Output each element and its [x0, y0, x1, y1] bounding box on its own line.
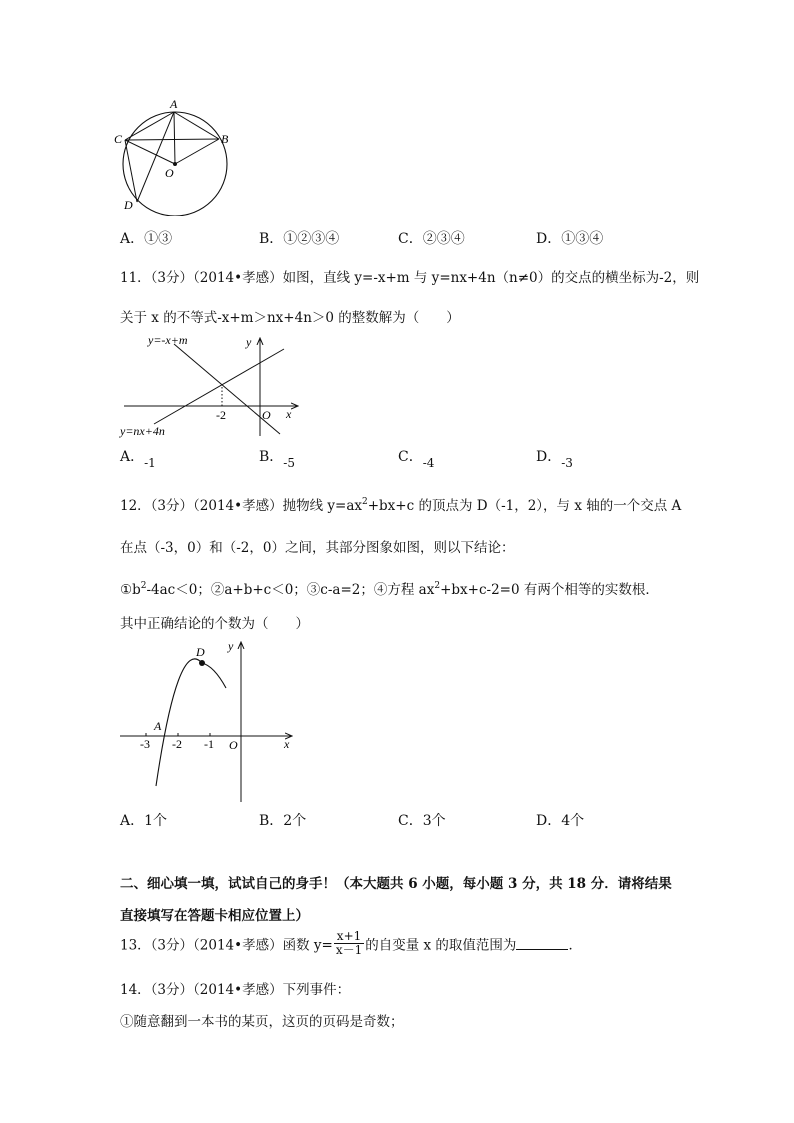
- segment: [174, 112, 175, 164]
- q10-option-a[interactable]: [120, 228, 172, 248]
- y-axis-label: y: [228, 639, 234, 653]
- option-text: ②③④: [422, 231, 465, 247]
- option-letter: C．: [398, 449, 423, 465]
- option-text: -3: [561, 456, 573, 470]
- segment: [125, 112, 174, 140]
- option-text: 1个: [144, 813, 168, 829]
- text-segment: 12．（3分）（2014•孝感）抛物线 y=ax: [120, 498, 362, 514]
- q12-option-d[interactable]: [536, 810, 584, 830]
- tick-label: -2: [172, 737, 182, 751]
- q12-question: 其中正确结论的个数为（ ）: [120, 616, 309, 632]
- q11-option-d[interactable]: [536, 446, 573, 470]
- x-axis-label: x: [286, 407, 292, 421]
- x-axis-label: x: [284, 737, 290, 751]
- option-text: 4个: [561, 813, 585, 829]
- q11-stem-line1: 11．（3分）（2014•孝感）如图，直线 y=-x+m 与 y=nx+4n（n≠0）的交点的横坐标为-2，则: [120, 270, 700, 286]
- text-segment: +bx+c-2=0 有两个相等的实数根．: [440, 582, 659, 598]
- q11-stem-line2: 关于 x 的不等式-x+m＞nx+4n＞0 的整数解为（ ）: [120, 310, 460, 326]
- text-segment: -4ac＜0；②a+b+c＜0；③c-a=2；④方程 ax: [146, 582, 435, 598]
- q14-stem: 14．（3分）（2014•孝感）下列事件：: [120, 982, 351, 998]
- parabola-curve: [156, 659, 226, 786]
- option-letter: A．: [120, 813, 145, 829]
- label-a: A: [170, 97, 178, 111]
- option-letter: D．: [536, 231, 562, 247]
- text-segment: 的自变量 x 的取值范围为: [365, 937, 517, 954]
- option-text: 2个: [283, 813, 307, 829]
- q12-conclusions: [120, 578, 659, 598]
- label-b: B: [221, 132, 229, 146]
- superscript: 2: [140, 581, 147, 591]
- tick-label: -1: [204, 737, 214, 751]
- option-letter: B．: [259, 449, 284, 465]
- answer-blank[interactable]: [516, 937, 568, 950]
- circle-figure: [112, 96, 242, 216]
- option-letter: D．: [536, 449, 562, 465]
- option-letter: A．: [120, 449, 145, 465]
- parabola-figure: [116, 636, 301, 806]
- superscript: 2: [361, 497, 368, 507]
- q12-stem-line2: 在点（-3，0）和（-2，0）之间，其部分图象如图，则以下结论：: [120, 540, 515, 556]
- label-line2: y=nx+4n: [120, 424, 165, 438]
- label-line1: y=-x+m: [148, 333, 188, 347]
- option-text: 3个: [422, 813, 446, 829]
- label-d: D: [124, 198, 133, 212]
- option-letter: D．: [536, 813, 562, 829]
- option-text: ①③④: [561, 231, 604, 247]
- lines-figure: [116, 332, 306, 440]
- origin-label: O: [262, 408, 271, 422]
- option-text: ①③: [144, 231, 173, 247]
- segment: [125, 139, 219, 140]
- text-segment: 13．（3分）（2014•孝感）函数 y=: [120, 937, 333, 954]
- option-letter: A．: [120, 231, 145, 247]
- tick-label: -2: [216, 408, 226, 422]
- q12-option-b[interactable]: [259, 810, 306, 830]
- q11-option-a[interactable]: [120, 446, 156, 470]
- label-o: O: [165, 166, 174, 180]
- superscript: 2: [434, 581, 441, 591]
- q10-option-c[interactable]: [398, 228, 465, 248]
- section-heading-line1: 二、细心填一填，试试自己的身手！（本大题共 6 小题，每小题 3 分，共 18 分．请将结果: [120, 876, 672, 892]
- option-text: -4: [422, 456, 435, 470]
- option-letter: C．: [398, 231, 423, 247]
- q11-option-c[interactable]: [398, 446, 435, 470]
- option-letter: B．: [259, 231, 284, 247]
- text-segment: ①b: [120, 582, 141, 598]
- text-segment: +bx+c 的顶点为 D（-1，2），与 x 轴的一个交点 A: [367, 498, 682, 514]
- q12-option-c[interactable]: [398, 810, 446, 830]
- segment: [125, 140, 175, 164]
- vertex-label: D: [196, 645, 205, 659]
- tick-label: -3: [140, 737, 150, 751]
- q12-stem-line1: [120, 494, 681, 514]
- q12-option-a[interactable]: [120, 810, 167, 830]
- q10-option-b[interactable]: [259, 228, 339, 248]
- fraction-numerator: x+1: [334, 930, 364, 944]
- label-c: C: [114, 132, 123, 146]
- q11-option-b[interactable]: [259, 446, 295, 470]
- fraction: [334, 930, 364, 957]
- option-text: -5: [283, 456, 295, 470]
- option-letter: B．: [259, 813, 284, 829]
- option-text: ①②③④: [283, 231, 340, 247]
- vertex-dot: [199, 660, 205, 666]
- fraction-denominator: x－1: [335, 943, 363, 957]
- option-letter: C．: [398, 813, 423, 829]
- segment: [137, 112, 174, 202]
- section-heading-line2: 直接填写在答题卡相应位置上）: [120, 908, 309, 924]
- origin-label: O: [229, 738, 238, 752]
- point-a-label: A: [154, 719, 162, 733]
- q14-item-1: ①随意翻到一本书的某页，这页的页码是奇数；: [120, 1014, 404, 1030]
- q10-option-d[interactable]: [536, 228, 603, 248]
- q13-stem: [120, 930, 582, 957]
- text-segment: ．: [568, 937, 582, 954]
- segment: [175, 139, 219, 164]
- option-text: -1: [144, 456, 156, 470]
- y-axis-label: y: [246, 335, 252, 349]
